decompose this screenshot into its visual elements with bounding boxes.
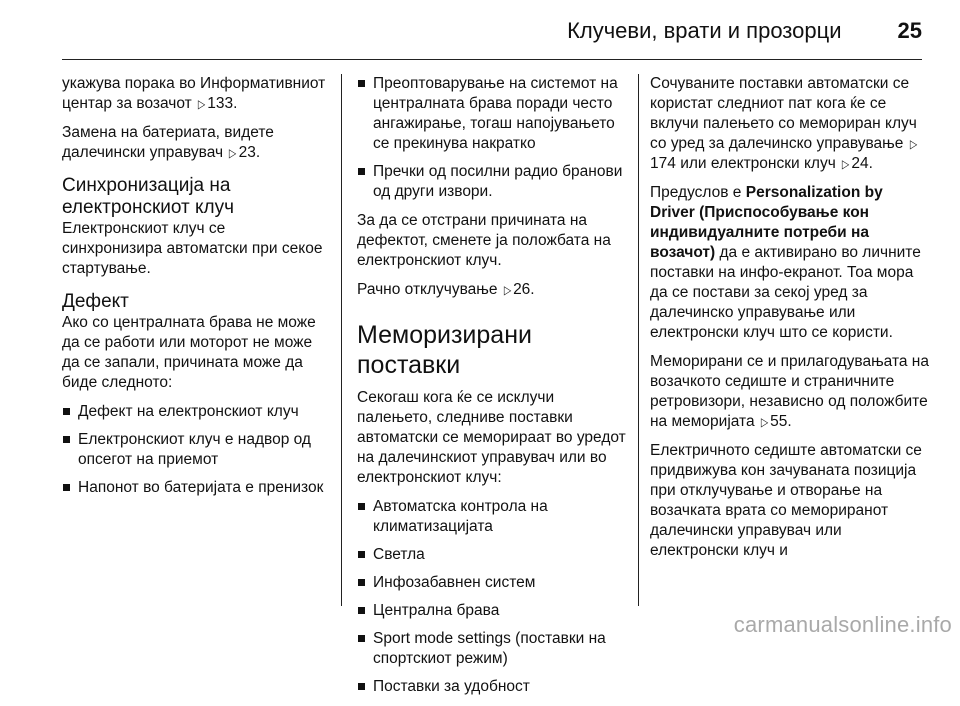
bullet-list [357, 74, 629, 202]
page-ref: 24. [851, 155, 873, 172]
list-item: Поставки за удобност [357, 677, 629, 697]
section-heading-sync: Синхронизација на електронскиот клуч [62, 175, 235, 218]
paragraph-text: укажува порака во Информативниот центар за возачот [62, 75, 326, 112]
column-3 [650, 74, 930, 570]
paragraph [62, 74, 328, 114]
page-ref-icon: ▷ [842, 157, 850, 171]
paragraph: Ако со централната брава не може да се работи или моторот не може да се запали, причината може да биде следното: [62, 314, 316, 391]
list-item: Пречки од посилни радио бранови од други извори. [357, 162, 629, 202]
paragraph [650, 183, 930, 343]
page-title: Клучеви, врати и прозорци [567, 18, 842, 43]
paragraph-text: да е активирано во личните поставки на инфо-екранот. Тоа мора да се постави за секој уред за далечинско управување или електронски клуч што се користи. [650, 244, 921, 341]
page-ref: 55. [770, 413, 792, 430]
list-item: Инфозабавнен систем [357, 573, 629, 593]
paragraph [62, 123, 328, 163]
paragraph-text: Замена на батериата, видете далечински управувач [62, 124, 274, 161]
page-ref: 133. [207, 95, 238, 112]
list-item: Напонот во батеријата е пренизок [62, 478, 328, 498]
page-number: 25 [897, 18, 922, 43]
paragraph: Електричното седиште автоматски се придвижува кон зачуваната позиција при отклучување и отворање на возачката врата со мемориранот далечински управувач или електронски клуч и [650, 442, 922, 559]
page-ref-icon: ▷ [909, 137, 917, 151]
paragraph [650, 352, 930, 432]
paragraph-text: или електронски клуч [680, 155, 836, 172]
page-ref-icon: ▷ [760, 415, 769, 429]
paragraph-text: Меморирани се и прилагодувањата на возачкото седиште и страничните ретровизори, независно од положбите на меморијата [650, 353, 929, 430]
watermark: carmanualsonline.info [733, 612, 952, 637]
page-header [62, 14, 922, 48]
list-item: Светла [357, 545, 629, 565]
page-ref-icon: ▷ [197, 97, 206, 111]
page-ref: 23. [238, 144, 261, 161]
header-rule [62, 59, 922, 60]
paragraph: За да се отстрани причината на дефектот, сменете ја положбата на електронскиот клуч. [357, 212, 611, 269]
list-item: Централна брава [357, 601, 629, 621]
paragraph-text: Сочуваните поставки автоматски се користат следниот пат кога ќе се вклучи палењето со мемориран клуч со уред за далечинско управување [650, 75, 917, 152]
column-divider [638, 74, 639, 606]
list-item: Дефект на електронскиот клуч [62, 402, 328, 422]
paragraph: Секогаш кога ќе се исклучи палењето, следниве поставки автоматски се меморираат во уредот на далечинскиот управувач или во електронскиот клуч: [357, 389, 626, 486]
page-ref-icon: ▷ [229, 146, 237, 160]
list-item: Автоматска контрола на климатизацијата [357, 497, 629, 537]
paragraph: Електронскиот клуч се синхронизира автоматски при секое стартување. [62, 220, 323, 277]
column-1 [62, 74, 328, 507]
paragraph-text: Рачно отклучување [357, 281, 498, 298]
page-ref: 26. [513, 281, 535, 298]
section-heading-memory: Меморизирани поставки [357, 321, 532, 379]
paragraph-text: Предуслов е [650, 184, 742, 201]
list-item: Sport mode settings (поставки на спортскиот режим) [357, 629, 629, 669]
paragraph [357, 280, 629, 300]
column-2 [357, 74, 629, 706]
section-heading-defect: Дефект [62, 291, 129, 312]
list-item: Преоптоварување на системот на централната брава поради често ангажирање, тогаш напојувањето се прекинува накратко [357, 74, 629, 154]
bullet-list [62, 402, 328, 498]
list-item: Електронскиот клуч е надвор од опсегот на приемот [62, 430, 328, 470]
paragraph [650, 74, 930, 174]
setting-name: Personalization by Driver (Приспособување кон индивидуалните потреби на возачот) [650, 184, 883, 261]
bullet-list [357, 497, 629, 697]
page-ref: 174 [650, 155, 676, 172]
column-divider [341, 74, 342, 606]
page-ref-icon: ▷ [503, 283, 512, 297]
